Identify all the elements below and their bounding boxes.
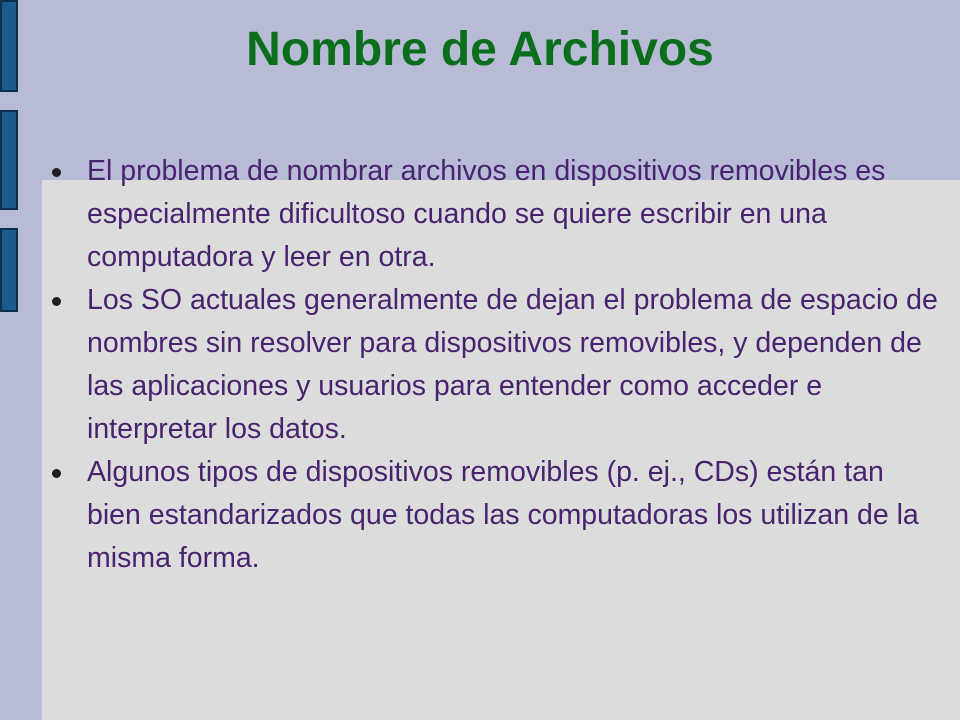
bullet-item-1 [48,150,938,279]
side-decoration-bar-2 [0,110,18,210]
bullet-item-2 [48,279,938,451]
bullet-dot-icon [52,297,61,306]
bullet-text-2: Los SO actuales generalmente de dejan el problema de espacio de nombres sin resolver para dispositivos removibles, y dependen de las aplicaciones y usuarios para entender como acceder e interpretar los datos. [87,284,938,445]
bullet-dot-icon [52,469,61,478]
bullet-dot-icon [52,168,61,177]
bullet-list [48,150,938,580]
bullet-text-1: El problema de nombrar archivos en dispositivos removibles es especialmente dificultoso cuando se quiere escribir en una computadora y leer en otra. [87,155,886,273]
bullet-item-3 [48,451,938,580]
bullet-text-3: Algunos tipos de dispositivos removibles (p. ej., CDs) están tan bien estandarizados que todas las computadoras los utilizan de la misma forma. [87,456,919,574]
side-decoration-bar-3 [0,228,18,312]
slide-title: Nombre de Archivos [246,23,714,76]
